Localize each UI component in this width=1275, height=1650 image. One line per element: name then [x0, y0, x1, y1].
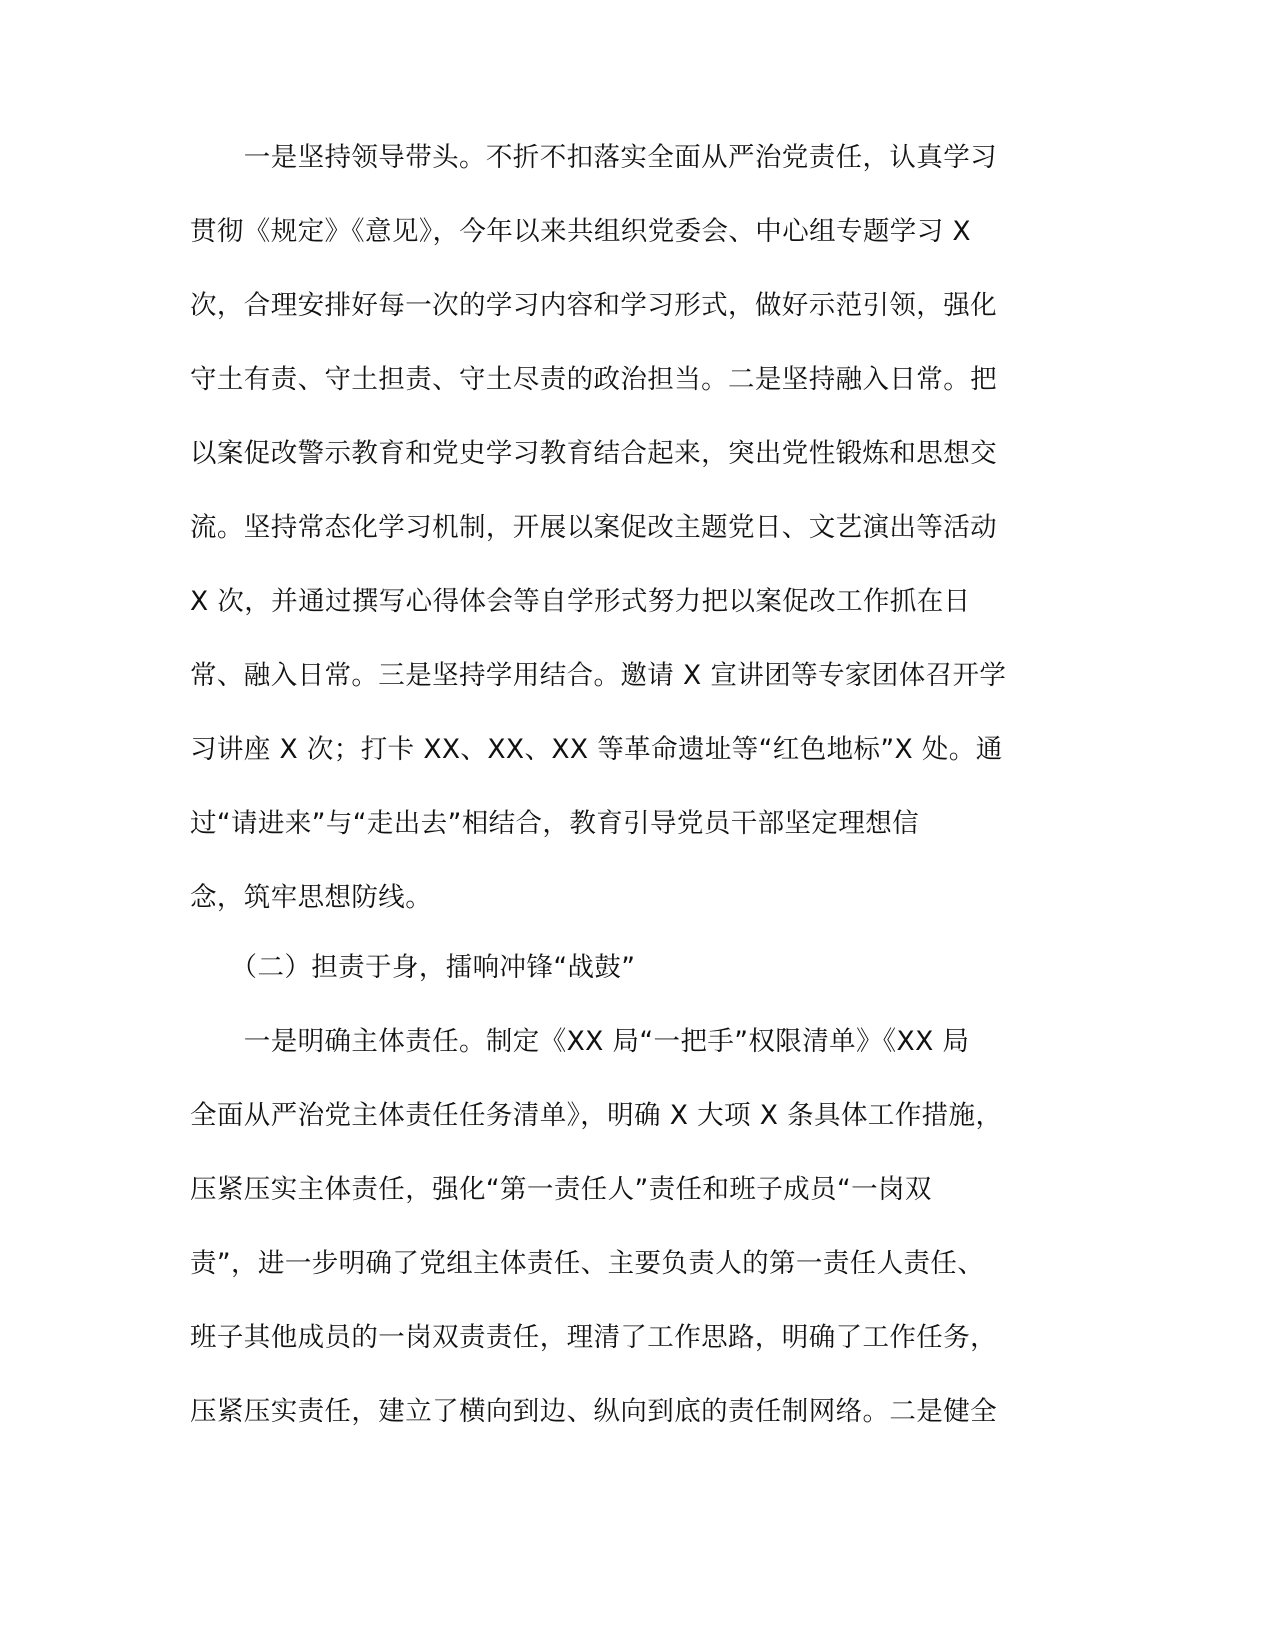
text-line: 贯彻《规定》《意见》，今年以来共组织党委会、中心组专题学习 X: [190, 216, 971, 247]
text-line: 一是明确主体责任。制定《XX 局“一把手”权限清单》《XX 局: [190, 1026, 970, 1057]
text-line: 以案促改警示教育和党史学习教育结合起来，突出党性锻炼和思想交: [190, 438, 997, 469]
text-line: 念，筑牢思想防线。: [190, 882, 433, 913]
text-line: 常、融入日常。三是坚持学用结合。邀请 X 宣讲团等专家团体召开学: [190, 660, 1007, 691]
section-heading: （二）担责于身，擂响冲锋“战鼓”: [190, 952, 636, 983]
text-line: 流。坚持常态化学习机制，开展以案促改主题党日、文艺演出等活动: [190, 512, 997, 543]
text-line: 压紧压实责任，建立了横向到边、纵向到底的责任制网络。二是健全: [190, 1396, 997, 1427]
text-line: 压紧压实主体责任，强化“第一责任人”责任和班子成员“一岗双: [190, 1174, 932, 1205]
text-line: 守土有责、守土担责、守土尽责的政治担当。二是坚持融入日常。把: [190, 364, 997, 395]
text-line: 责”，进一步明确了党组主体责任、主要负责人的第一责任人责任、: [190, 1248, 985, 1279]
text-line: 次，合理安排好每一次的学习内容和学习形式，做好示范引领，强化: [190, 290, 997, 321]
text-line: X 次，并通过撰写心得体会等自学形式努力把以案促改工作抓在日: [190, 586, 971, 617]
text-line: 班子其他成员的一岗双责责任，理清了工作思路，明确了工作任务，: [190, 1322, 997, 1353]
text-line: 一是坚持领导带头。不折不扣落实全面从严治党责任，认真学习: [190, 142, 997, 173]
text-line: 过“请进来”与“走出去”相结合，教育引导党员干部坚定理想信: [190, 808, 920, 839]
text-line: 习讲座 X 次；打卡 XX、XX、XX 等革命遗址等“红色地标”X 处。通: [190, 734, 1003, 765]
text-line: 全面从严治党主体责任任务清单》，明确 X 大项 X 条具体工作措施，: [190, 1100, 1003, 1131]
